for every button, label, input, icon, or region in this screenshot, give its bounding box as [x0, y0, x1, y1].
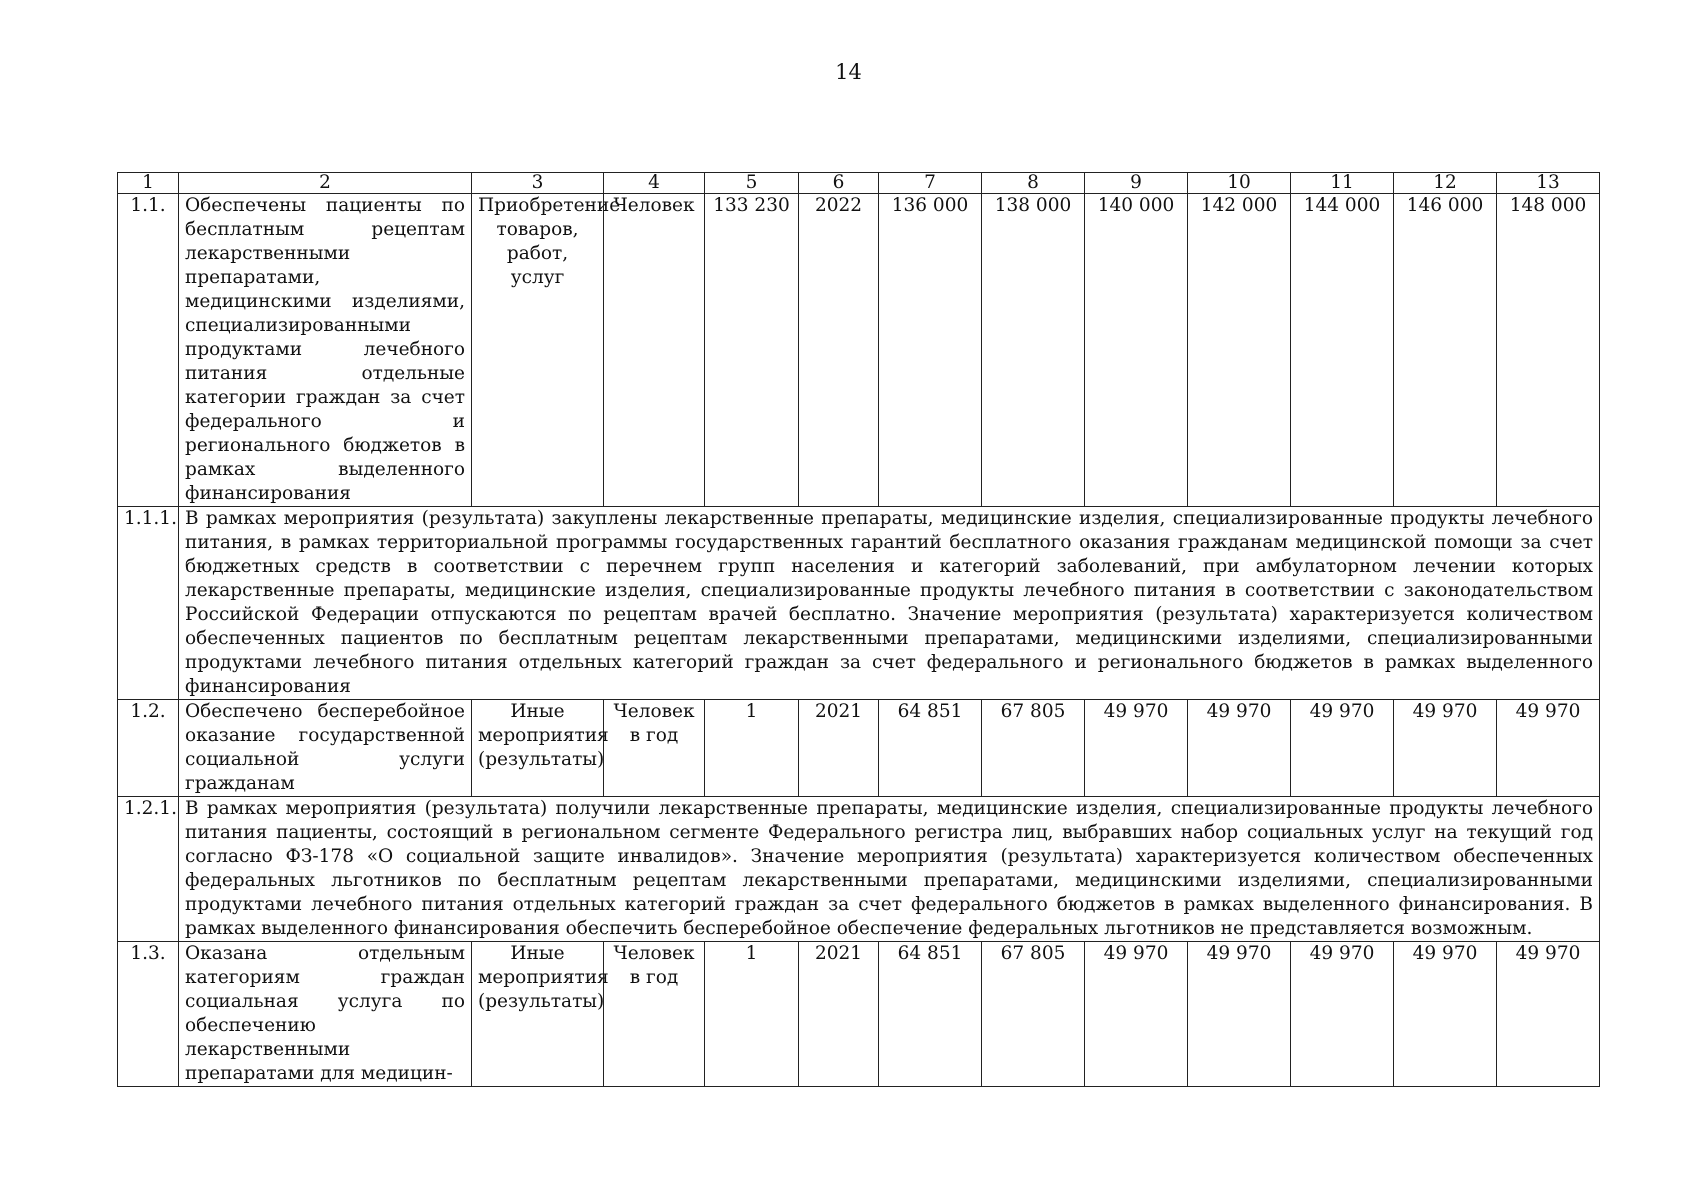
year-value: 49 970: [1394, 942, 1497, 1087]
header-cell: 9: [1085, 173, 1188, 194]
description-row: [118, 507, 1600, 700]
result-type: Приобретение товаров, работ, услуг: [472, 194, 604, 507]
header-cell: 7: [879, 173, 982, 194]
year-value: 49 970: [1188, 942, 1291, 1087]
header-cell: 10: [1188, 173, 1291, 194]
year-value: 49 970: [1085, 942, 1188, 1087]
row-number: 1.1.1.: [118, 507, 179, 700]
base-year: 2021: [799, 700, 879, 797]
base-year: 2021: [799, 942, 879, 1087]
header-cell: 3: [472, 173, 604, 194]
header-cell: 4: [604, 173, 705, 194]
header-cell: 5: [705, 173, 799, 194]
table-row: [118, 942, 1600, 1087]
header-cell: 12: [1394, 173, 1497, 194]
base-value: 1: [705, 942, 799, 1087]
base-value: 133 230: [705, 194, 799, 507]
row-number: 1.2.1.: [118, 797, 179, 942]
year-value: 49 970: [1497, 942, 1600, 1087]
description-text: В рамках мероприятия (результата) закуплены лекарственные препараты, медицинские изделия, специализированные продукты лечебного питания, в рамках территориальной программы государственных гарантий бесплатного оказания гражданам медицинской помощи за счет бюджетных средств в соответствии с перечнем групп населения и категорий заболеваний, при амбулаторном лечении которых лекарственные препараты, медицинские изделия, специализированные продукты лечебного питания в соответствии с законодательством Российской Федерации отпускаются по рецептам врачей бесплатно. Значение мероприятия (результата) характеризуется количеством обеспеченных пациентов по бесплатным рецептам лекарственными препаратами, медицинскими изделиями, специализированными продуктами лечебного питания отдельных категорий граждан за счет федерального и регионального бюджетов в рамках выделенного финансирования: [179, 507, 1600, 700]
header-cell: 11: [1291, 173, 1394, 194]
year-value: 142 000: [1188, 194, 1291, 507]
year-value: 67 805: [982, 700, 1085, 797]
year-value: 49 970: [1291, 942, 1394, 1087]
indicators-table: [117, 172, 1600, 1087]
header-cell: 2: [179, 173, 472, 194]
result-type: Иные мероприятия (результаты): [472, 942, 604, 1087]
table-row: [118, 194, 1600, 507]
result-name: Обеспечено бесперебойное оказание государственной социальной услуги гражданам: [179, 700, 472, 797]
year-value: 49 970: [1497, 700, 1600, 797]
result-type: Иные мероприятия (результаты): [472, 700, 604, 797]
base-year: 2022: [799, 194, 879, 507]
year-value: 64 851: [879, 942, 982, 1087]
year-value: 144 000: [1291, 194, 1394, 507]
year-value: 67 805: [982, 942, 1085, 1087]
result-name: Обеспечены пациенты по бесплатным рецептам лекарственными препаратами, медицинскими изделиями, специализированными продуктами лечебного питания отдельные категории граждан за счет федерального и регионального бюджетов в рамках выделенного финансирования: [179, 194, 472, 507]
row-number: 1.3.: [118, 942, 179, 1087]
header-cell: 6: [799, 173, 879, 194]
header-row: [118, 173, 1600, 194]
year-value: 64 851: [879, 700, 982, 797]
unit-of-measure: Человек в год: [604, 700, 705, 797]
result-name: Оказана отдельным категориям граждан социальная услуга по обеспечению лекарственными препаратами для медицин-: [179, 942, 472, 1087]
year-value: 49 970: [1291, 700, 1394, 797]
page-number: 14: [835, 60, 862, 84]
unit-of-measure: Человек: [604, 194, 705, 507]
year-value: 140 000: [1085, 194, 1188, 507]
base-value: 1: [705, 700, 799, 797]
year-value: 148 000: [1497, 194, 1600, 507]
header-cell: 13: [1497, 173, 1600, 194]
year-value: 146 000: [1394, 194, 1497, 507]
description-row: [118, 797, 1600, 942]
row-number: 1.2.: [118, 700, 179, 797]
header-cell: 8: [982, 173, 1085, 194]
header-cell: 1: [118, 173, 179, 194]
year-value: 49 970: [1394, 700, 1497, 797]
row-number: 1.1.: [118, 194, 179, 507]
year-value: 138 000: [982, 194, 1085, 507]
unit-of-measure: Человек в год: [604, 942, 705, 1087]
year-value: 136 000: [879, 194, 982, 507]
table-row: [118, 700, 1600, 797]
year-value: 49 970: [1188, 700, 1291, 797]
year-value: 49 970: [1085, 700, 1188, 797]
description-text: В рамках мероприятия (результата) получили лекарственные препараты, медицинские изделия, специализированные продукты лечебного питания пациенты, состоящий в региональном сегменте Федерального регистра лиц, выбравших набор социальных услуг на текущий год согласно ФЗ-178 «О социальной защите инвалидов». Значение мероприятия (результата) характеризуется количеством обеспеченных федеральных льготников по бесплатным рецептам лекарственными препаратами, медицинскими изделиями, специализированными продуктами лечебного питания отдельных категорий граждан за счет федерального бюджетов в рамках выделенного финансирования. В рамках выделенного финансирования обеспечить бесперебойное обеспечение федеральных льготников не представляется возможным.: [179, 797, 1600, 942]
